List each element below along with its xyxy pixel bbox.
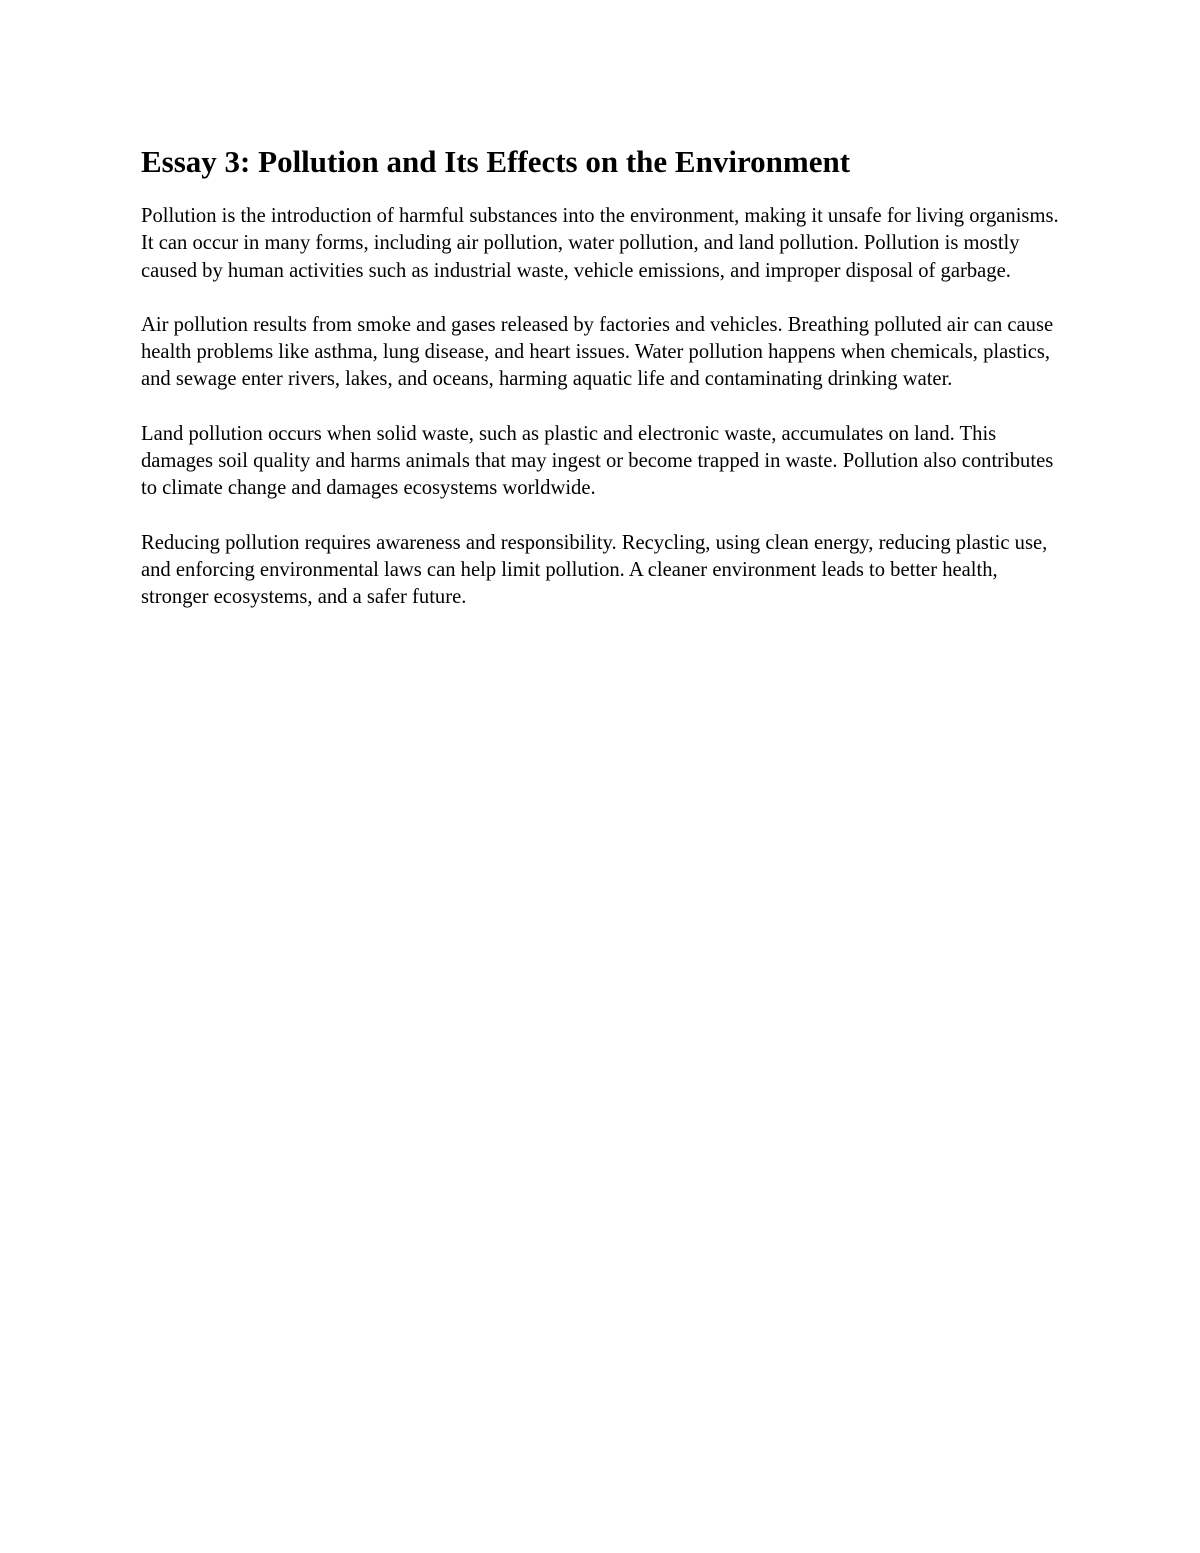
essay-title: Essay 3: Pollution and Its Effects on the Environment <box>141 144 851 179</box>
paragraph-intro: Pollution is the introduction of harmful substances into the environment, making it unsafe for living organisms. It can occur in many forms, including air pollution, water pollution, and land pollution. Pollution is mostly caused by human activities such as industrial waste, vehicle emissions, and improper disposal of garbage. <box>141 205 1059 282</box>
paragraph-reducing: Reducing pollution requires awareness and responsibility. Recycling, using clean energy, reducing plastic use, and enforcing environmental laws can help limit pollution. A cleaner environment leads to better health, stronger ecosystems, and a safer future. <box>141 531 1048 609</box>
document-body <box>141 140 1066 639</box>
paragraph-air-water: Air pollution results from smoke and gases released by factories and vehicles. Breathing polluted air can cause health problems like asthma, lung disease, and heart issues. Water pollution happens when chemicals, plastics, and sewage enter rivers, lakes, and oceans, harming aquatic life and contaminating drinking water. <box>141 313 1054 391</box>
paragraph-land: Land pollution occurs when solid waste, such as plastic and electronic waste, accumulates on land. This damages soil quality and harms animals that may ingest or become trapped in waste. Pollution also contributes to climate change and damages ecosystems worldwide. <box>141 422 1054 500</box>
